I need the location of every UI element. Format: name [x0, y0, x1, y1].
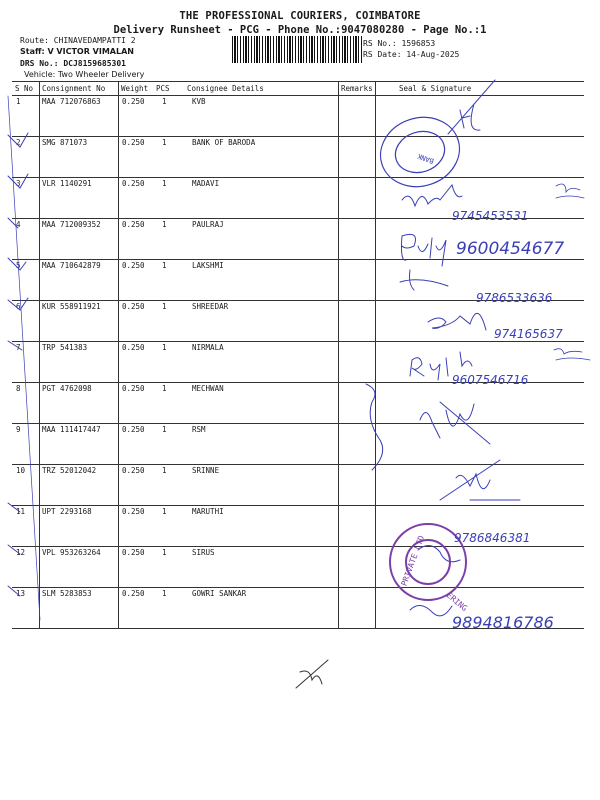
row-weight: 0.250 — [122, 97, 145, 106]
col-header-consignee: Consignee Details — [187, 84, 264, 93]
row-pcs: 1 — [162, 261, 167, 270]
row-weight: 0.250 — [122, 220, 145, 229]
row-consignment-no: VLR 1140291 — [42, 179, 92, 188]
row-pcs: 1 — [162, 384, 167, 393]
company-title: THE PROFESSIONAL COURIERS, COIMBATORE — [179, 10, 421, 22]
vehicle-label: Vehicle: Two Wheeler Delivery — [24, 70, 145, 79]
col-header-weight: Weight — [121, 84, 149, 93]
row-sno: 6 — [16, 302, 21, 311]
svg-text:BANK: BANK — [416, 151, 436, 165]
row-consignee: MARUTHI — [192, 507, 224, 516]
row-consignee: PAULRAJ — [192, 220, 224, 229]
col-header-consignment: Consignment No — [42, 84, 106, 93]
row-weight: 0.250 — [122, 343, 145, 352]
handwritten-phone-row6: 974165637 — [494, 327, 563, 341]
row-consignment-no: SLM 5283853 — [42, 589, 92, 598]
row-consignment-no: PGT 4762098 — [42, 384, 92, 393]
row-consignee: GOWRI SANKAR — [192, 589, 247, 598]
col-header-pcs: PCS — [156, 84, 170, 93]
col-header-sno: S No — [15, 84, 34, 93]
row-consignment-no: MAA 710642879 — [42, 261, 101, 270]
handwritten-phone-row12: 9786846381 — [454, 531, 531, 545]
row-pcs: 1 — [162, 343, 167, 352]
row-consignment-no: MAA 712009352 — [42, 220, 101, 229]
row-consignment-no: VPL 953263264 — [42, 548, 101, 557]
row-pcs: 1 — [162, 507, 167, 516]
row-consignee: SRINNE — [192, 466, 220, 475]
row-weight: 0.250 — [122, 589, 145, 598]
handwritten-phone-row13: 9894816786 — [452, 613, 554, 632]
row-consignee: SHREEDAR — [192, 302, 229, 311]
row-consignee: MADAVI — [192, 179, 220, 188]
drs-label: DRS No.: DCJ8159685301 — [20, 59, 126, 68]
row-weight: 0.250 — [122, 179, 145, 188]
route-label: Route: CHINAVEDAMPATTI 2 — [20, 36, 136, 45]
col-header-seal-signature: Seal & Signature — [399, 84, 472, 93]
row-consignment-no: KUR 558911921 — [42, 302, 101, 311]
svg-text:ERING: ERING — [444, 590, 469, 614]
row-consignment-no: MAA 111417447 — [42, 425, 101, 434]
rs-number: RS No.: 1596853 — [363, 39, 436, 48]
row-sno: 10 — [16, 466, 26, 475]
row-weight: 0.250 — [122, 384, 145, 393]
row-consignee: KVB — [192, 97, 206, 106]
row-weight: 0.250 — [122, 507, 145, 516]
runsheet-subtitle: Delivery Runsheet - PCG - Phone No.:9047080280 - Page No.:1 — [113, 24, 487, 36]
svg-text:PRIVATE LTD: PRIVATE LTD — [399, 534, 427, 588]
row-sno: 2 — [16, 138, 21, 147]
row-consignee: BANK OF BARODA — [192, 138, 256, 147]
row-pcs: 1 — [162, 466, 167, 475]
row-pcs: 1 — [162, 97, 167, 106]
row-sno: 1 — [16, 97, 21, 106]
row-sno: 11 — [16, 507, 26, 516]
row-pcs: 1 — [162, 302, 167, 311]
row-pcs: 1 — [162, 220, 167, 229]
row-weight: 0.250 — [122, 302, 145, 311]
row-consignment-no: TRZ 52012042 — [42, 466, 97, 475]
row-consignee: MECHWAN — [192, 384, 224, 393]
row-weight: 0.250 — [122, 138, 145, 147]
row-consignee: RSM — [192, 425, 206, 434]
row-sno: 12 — [16, 548, 26, 557]
staff-label: Staff: V VICTOR VIMALAN — [20, 47, 134, 56]
row-pcs: 1 — [162, 548, 167, 557]
rs-date: RS Date: 14-Aug-2025 — [363, 50, 460, 59]
row-weight: 0.250 — [122, 466, 145, 475]
row-consignee: LAKSHMI — [192, 261, 224, 270]
row-weight: 0.250 — [122, 261, 145, 270]
handwritten-phone-row7: 9607546716 — [452, 373, 529, 387]
col-header-remarks: Remarks — [341, 84, 373, 93]
row-weight: 0.250 — [122, 548, 145, 557]
row-consignment-no: UPT 2293168 — [42, 507, 92, 516]
row-sno: 8 — [16, 384, 21, 393]
row-consignee: SIRUS — [192, 548, 215, 557]
handwritten-phone-row5: 9786533636 — [476, 291, 553, 305]
row-pcs: 1 — [162, 138, 167, 147]
row-sno: 7 — [16, 343, 21, 352]
row-sno: 5 — [16, 261, 21, 270]
row-pcs: 1 — [162, 179, 167, 188]
row-pcs: 1 — [162, 589, 167, 598]
row-consignment-no: MAA 712076863 — [42, 97, 101, 106]
row-sno: 3 — [16, 179, 21, 188]
row-sno: 13 — [16, 589, 26, 598]
handwritten-phone-row3: 9745453531 — [452, 209, 529, 223]
row-consignee: NIRMALA — [192, 343, 224, 352]
handwritten-phone-row4: 9600454677 — [456, 239, 565, 259]
row-consignment-no: SMG 871073 — [42, 138, 88, 147]
row-consignment-no: TRP 541383 — [42, 343, 88, 352]
row-pcs: 1 — [162, 425, 167, 434]
row-sno: 9 — [16, 425, 21, 434]
row-sno: 4 — [16, 220, 21, 229]
row-weight: 0.250 — [122, 425, 145, 434]
